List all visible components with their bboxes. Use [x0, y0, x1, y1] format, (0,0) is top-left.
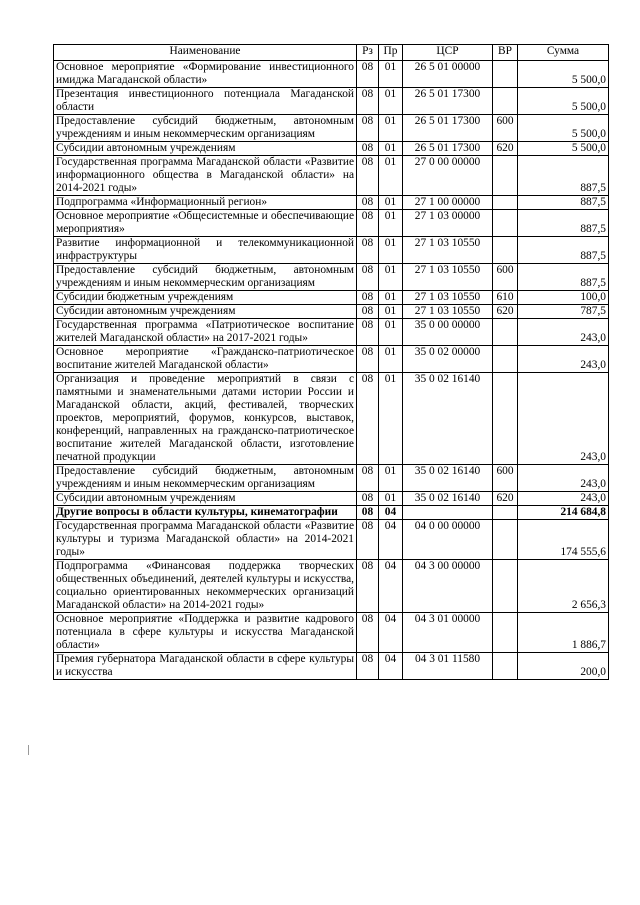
row-sum-cell: 174 555,6 — [518, 520, 609, 560]
row-vr-cell — [493, 373, 518, 465]
row-sum-cell: 243,0 — [518, 346, 609, 373]
row-rz-cell: 08 — [357, 346, 379, 373]
row-vr-cell — [493, 613, 518, 653]
row-name-cell: Премия губернатора Магаданской области в сфере культуры и искусства — [54, 653, 357, 680]
row-name-cell: Подпрограмма «Информационный регион» — [54, 196, 357, 210]
row-name-cell: Предоставление субсидий бюджетным, автономным учреждениям и иным некоммерческим организациям — [54, 264, 357, 291]
row-name-cell: Государственная программа «Патриотическое воспитание жителей Магаданской области» на 2017-2021 годы» — [54, 319, 357, 346]
row-name-cell: Субсидии автономным учреждениям — [54, 492, 357, 506]
row-csr-cell: 27 0 00 00000 — [403, 156, 493, 196]
row-csr-cell — [403, 506, 493, 520]
row-csr-cell: 04 0 00 00000 — [403, 520, 493, 560]
row-csr-cell: 04 3 01 00000 — [403, 613, 493, 653]
row-sum-cell: 787,5 — [518, 305, 609, 319]
row-pr-cell: 04 — [379, 506, 403, 520]
row-rz-cell: 08 — [357, 291, 379, 305]
row-sum-cell: 887,5 — [518, 156, 609, 196]
table-row — [54, 156, 609, 196]
row-sum-cell: 243,0 — [518, 319, 609, 346]
row-sum-cell: 5 500,0 — [518, 88, 609, 115]
column-header-vr: ВР — [493, 45, 518, 61]
column-header-rz: Рз — [357, 45, 379, 61]
table-row — [54, 319, 609, 346]
row-pr-cell: 04 — [379, 560, 403, 613]
row-rz-cell: 08 — [357, 115, 379, 142]
row-vr-cell: 620 — [493, 142, 518, 156]
row-vr-cell — [493, 196, 518, 210]
column-header-pr: Пр — [379, 45, 403, 61]
row-pr-cell: 01 — [379, 142, 403, 156]
row-name-cell: Государственная программа Магаданской области «Развитие культуры и туризма Магаданской области» на 2014-2021 годы» — [54, 520, 357, 560]
column-header-csr: ЦСР — [403, 45, 493, 61]
row-vr-cell — [493, 520, 518, 560]
row-csr-cell: 35 0 02 16140 — [403, 465, 493, 492]
row-sum-cell: 100,0 — [518, 291, 609, 305]
table-row — [54, 305, 609, 319]
row-rz-cell: 08 — [357, 142, 379, 156]
table-row — [54, 88, 609, 115]
row-name-cell: Субсидии бюджетным учреждениям — [54, 291, 357, 305]
row-csr-cell: 35 0 00 00000 — [403, 319, 493, 346]
row-vr-cell: 600 — [493, 264, 518, 291]
budget-table — [53, 44, 609, 680]
row-rz-cell: 08 — [357, 506, 379, 520]
row-pr-cell: 01 — [379, 305, 403, 319]
row-rz-cell: 08 — [357, 319, 379, 346]
table-row — [54, 653, 609, 680]
table-row — [54, 520, 609, 560]
row-name-cell: Государственная программа Магаданской области «Развитие информационного общества в Магаданской области» на 2014-2021 годы» — [54, 156, 357, 196]
row-sum-cell: 887,5 — [518, 237, 609, 264]
row-csr-cell: 04 3 01 11580 — [403, 653, 493, 680]
column-header-name: Наименование — [54, 45, 357, 61]
table-row — [54, 560, 609, 613]
row-vr-cell: 620 — [493, 305, 518, 319]
row-vr-cell — [493, 653, 518, 680]
row-name-cell: Основное мероприятие «Поддержка и развитие кадрового потенциала в сфере культуры и искусства Магаданской области» — [54, 613, 357, 653]
row-vr-cell — [493, 560, 518, 613]
row-csr-cell: 35 0 02 16140 — [403, 492, 493, 506]
table-body — [54, 61, 609, 680]
row-rz-cell: 08 — [357, 264, 379, 291]
row-rz-cell: 08 — [357, 156, 379, 196]
row-vr-cell: 620 — [493, 492, 518, 506]
row-name-cell: Развитие информационной и телекоммуникационной инфраструктуры — [54, 237, 357, 264]
row-rz-cell: 08 — [357, 465, 379, 492]
row-sum-cell: 243,0 — [518, 465, 609, 492]
row-pr-cell: 01 — [379, 465, 403, 492]
row-pr-cell: 01 — [379, 492, 403, 506]
row-csr-cell: 26 5 01 17300 — [403, 142, 493, 156]
table-row — [54, 210, 609, 237]
row-vr-cell — [493, 61, 518, 88]
row-pr-cell: 04 — [379, 613, 403, 653]
row-name-cell: Презентация инвестиционного потенциала Магаданской области — [54, 88, 357, 115]
table-row — [54, 492, 609, 506]
row-pr-cell: 01 — [379, 237, 403, 264]
table-row — [54, 465, 609, 492]
row-pr-cell: 01 — [379, 61, 403, 88]
row-csr-cell: 26 5 01 00000 — [403, 61, 493, 88]
table-row — [54, 373, 609, 465]
row-sum-cell: 5 500,0 — [518, 115, 609, 142]
row-name-cell: Субсидии автономным учреждениям — [54, 305, 357, 319]
row-csr-cell: 26 5 01 17300 — [403, 88, 493, 115]
row-pr-cell: 01 — [379, 373, 403, 465]
row-rz-cell: 08 — [357, 210, 379, 237]
row-csr-cell: 27 1 00 00000 — [403, 196, 493, 210]
row-name-cell: Подпрограмма «Финансовая поддержка творческих общественных объединений, деятелей культуры и искусства, социально ориентированных некоммерческих организаций Магаданской области» на 2014-2021 годы» — [54, 560, 357, 613]
row-vr-cell — [493, 210, 518, 237]
column-header-sum: Сумма — [518, 45, 609, 61]
row-csr-cell: 26 5 01 17300 — [403, 115, 493, 142]
row-csr-cell: 27 1 03 10550 — [403, 237, 493, 264]
row-rz-cell: 08 — [357, 61, 379, 88]
row-vr-cell — [493, 319, 518, 346]
table-row — [54, 142, 609, 156]
row-sum-cell: 5 500,0 — [518, 61, 609, 88]
table-row — [54, 506, 609, 520]
budget-table-page — [53, 44, 609, 680]
row-name-cell: Основное мероприятие «Общесистемные и обеспечивающие мероприятия» — [54, 210, 357, 237]
row-rz-cell: 08 — [357, 520, 379, 560]
row-pr-cell: 01 — [379, 115, 403, 142]
row-csr-cell: 27 1 03 00000 — [403, 210, 493, 237]
table-row — [54, 264, 609, 291]
margin-mark — [28, 745, 29, 755]
row-name-cell: Другие вопросы в области культуры, кинематографии — [54, 506, 357, 520]
row-vr-cell — [493, 88, 518, 115]
row-csr-cell: 35 0 02 00000 — [403, 346, 493, 373]
row-sum-cell: 2 656,3 — [518, 560, 609, 613]
table-row — [54, 291, 609, 305]
table-row — [54, 61, 609, 88]
row-vr-cell — [493, 346, 518, 373]
table-row — [54, 346, 609, 373]
row-vr-cell: 610 — [493, 291, 518, 305]
table-row — [54, 196, 609, 210]
row-name-cell: Основное мероприятие «Гражданско-патриотическое воспитание жителей Магаданской области» — [54, 346, 357, 373]
row-vr-cell — [493, 156, 518, 196]
row-rz-cell: 08 — [357, 373, 379, 465]
row-rz-cell: 08 — [357, 196, 379, 210]
row-rz-cell: 08 — [357, 88, 379, 115]
row-pr-cell: 04 — [379, 653, 403, 680]
row-pr-cell: 01 — [379, 346, 403, 373]
row-rz-cell: 08 — [357, 237, 379, 264]
row-sum-cell: 1 886,7 — [518, 613, 609, 653]
row-rz-cell: 08 — [357, 653, 379, 680]
row-rz-cell: 08 — [357, 492, 379, 506]
row-sum-cell: 243,0 — [518, 492, 609, 506]
table-header-row — [54, 45, 609, 61]
row-sum-cell: 887,5 — [518, 264, 609, 291]
row-name-cell: Предоставление субсидий бюджетным, автономным учреждениям и иным некоммерческим организациям — [54, 465, 357, 492]
table-row — [54, 237, 609, 264]
row-sum-cell: 243,0 — [518, 373, 609, 465]
row-name-cell: Предоставление субсидий бюджетным, автономным учреждениям и иным некоммерческим организациям — [54, 115, 357, 142]
row-vr-cell: 600 — [493, 115, 518, 142]
row-pr-cell: 01 — [379, 291, 403, 305]
table-row — [54, 613, 609, 653]
row-csr-cell: 27 1 03 10550 — [403, 291, 493, 305]
row-pr-cell: 01 — [379, 319, 403, 346]
row-name-cell: Основное мероприятие «Формирование инвестиционного имиджа Магаданской области» — [54, 61, 357, 88]
row-sum-cell: 214 684,8 — [518, 506, 609, 520]
row-vr-cell: 600 — [493, 465, 518, 492]
row-csr-cell: 27 1 03 10550 — [403, 264, 493, 291]
row-sum-cell: 887,5 — [518, 196, 609, 210]
row-rz-cell: 08 — [357, 305, 379, 319]
row-csr-cell: 04 3 00 00000 — [403, 560, 493, 613]
row-sum-cell: 5 500,0 — [518, 142, 609, 156]
row-vr-cell — [493, 237, 518, 264]
row-name-cell: Организация и проведение мероприятий в связи с памятными и знаменательными датами истории России и Магаданской области, акций, фестивалей, творческих проектов, мероприятий, форумов, конкурсов, выставок, конференций, направленных на гражданско-патриотическое воспитание жителей Магаданской области, изготовление печатной продукции — [54, 373, 357, 465]
row-csr-cell: 27 1 03 10550 — [403, 305, 493, 319]
row-rz-cell: 08 — [357, 613, 379, 653]
row-pr-cell: 04 — [379, 520, 403, 560]
row-sum-cell: 200,0 — [518, 653, 609, 680]
row-pr-cell: 01 — [379, 196, 403, 210]
row-name-cell: Субсидии автономным учреждениям — [54, 142, 357, 156]
row-vr-cell — [493, 506, 518, 520]
row-pr-cell: 01 — [379, 210, 403, 237]
row-csr-cell: 35 0 02 16140 — [403, 373, 493, 465]
row-pr-cell: 01 — [379, 156, 403, 196]
row-pr-cell: 01 — [379, 88, 403, 115]
row-rz-cell: 08 — [357, 560, 379, 613]
row-pr-cell: 01 — [379, 264, 403, 291]
table-row — [54, 115, 609, 142]
row-sum-cell: 887,5 — [518, 210, 609, 237]
